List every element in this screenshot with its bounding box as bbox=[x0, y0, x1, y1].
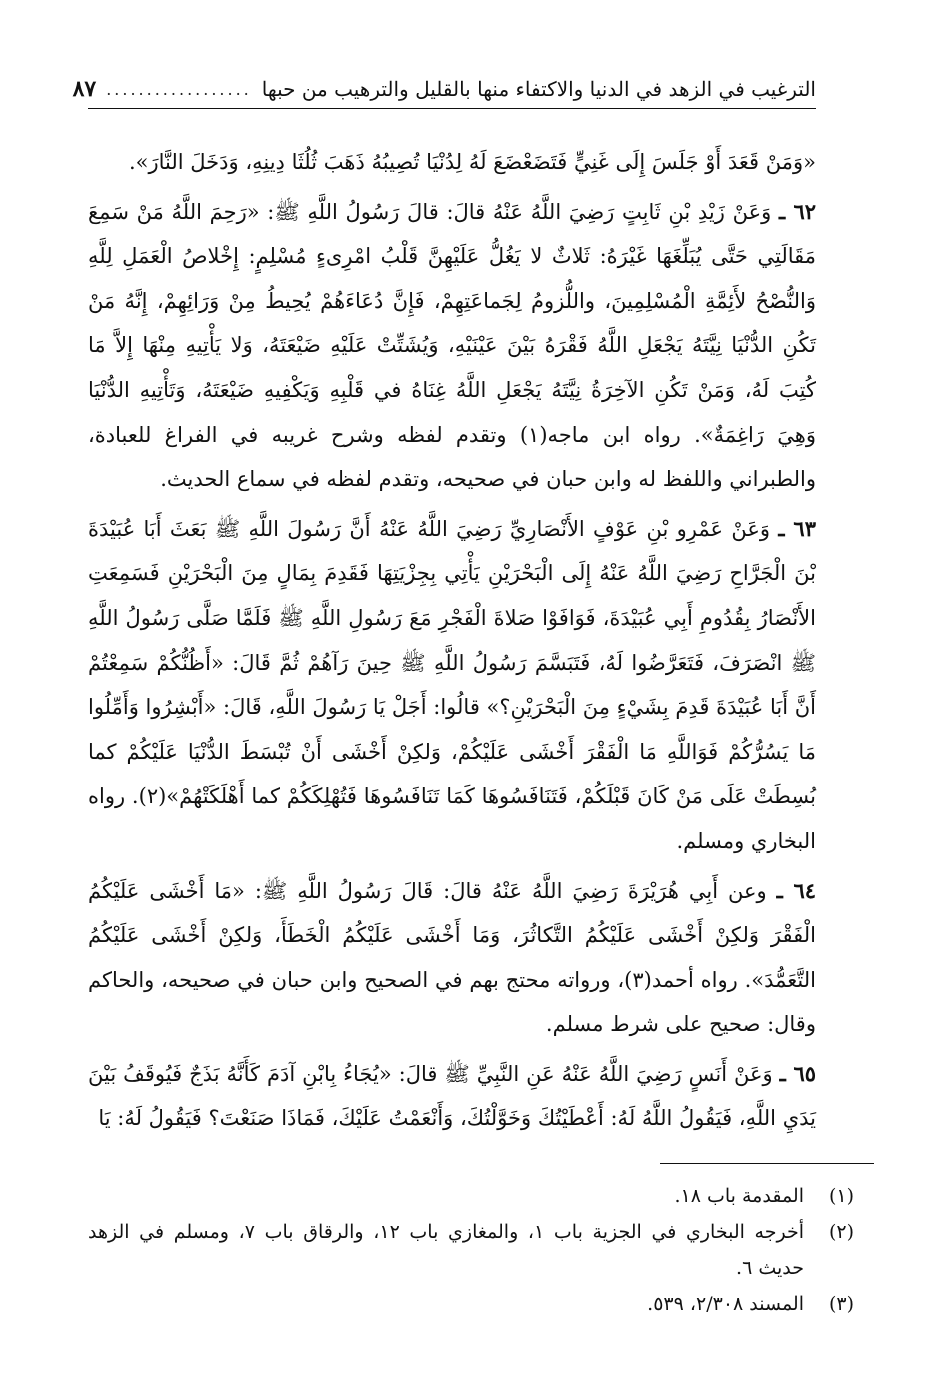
header-leader-dots: .................. bbox=[106, 79, 252, 99]
footnote-divider bbox=[660, 1163, 874, 1164]
footnote-number: (٣) bbox=[828, 1293, 854, 1315]
footnote-3 bbox=[88, 1286, 854, 1322]
footnote-1 bbox=[88, 1178, 854, 1214]
footnote-number: (١) bbox=[828, 1185, 854, 1207]
footnote-2 bbox=[88, 1214, 854, 1286]
hadith-number: ٦٥ ـ bbox=[779, 1060, 816, 1086]
paragraph-text: «وَمَنْ قَعَدَ أَوْ جَلَسَ إِلَى غَنِيٍّ فَتَضَعْضَعَ لَهُ لِدُنْيَا تُصِيبُهُ ذَهَبَ ثُلُثَا دِينِهِ، وَدَخَلَ النَّارَ». bbox=[128, 150, 816, 174]
hadith-62 bbox=[88, 190, 816, 502]
hadith-65 bbox=[88, 1052, 816, 1141]
paragraph-text: وَعَنْ عَمْرِو بْنِ عَوْفٍ الأَنْصَارِيِّ رَضِيَ اللَّهُ عَنْهُ أَنَّ رَسُولَ اللَّهِ ﷺ بَعَثَ أَبَا عُبَيْدَةَ بْنَ الْجَرَّاحِ رَضِيَ اللَّهُ عَنْهُ إِلَى الْبَحْرَيْنِ يَأْتِي بِجِزْيَتِهَا فَقَدِمَ بِمَالٍ مِنَ الْبَحْرَيْنِ فَسَمِعَتِ الأَنْصَارُ بِقُدُومِ أَبِي عُبَيْدَةَ، فَوَافَوْا صَلاةَ الْفَجْرِ مَعَ رَسُولِ اللَّهِ ﷺ فَلَمَّا صَلَّى رَسُولُ اللَّهِ ﷺ انْصَرَفَ، فَتَعَرَّضُوا لَهُ، فَتَبَسَّمَ رَسُولُ اللَّهِ ﷺ حِينَ رَآهُمْ ثُمَّ قَالَ: «أَظُنُّكُمْ سَمِعْتُمْ أَنَّ أَبَا عُبَيْدَةَ قَدِمَ بِشَيْءٍ مِنَ الْبَحْرَيْنِ؟» قالُوا: أَجَلْ يَا رَسُولَ اللَّهِ، قَالَ: «أَبْشِرُوا وَأَمِّلُوا مَا يَسُرُّكُمْ فَوَاللَّهِ مَا الْفَقْرَ أَخْشَى عَلَيْكُمْ، وَلكِنْ أَخْشَى أَنْ تُبْسَطَ الدُّنْيَا عَلَيْكُمْ كما بُسِطَتْ عَلَى مَنْ كَانَ قَبْلَكُمْ، فَتَنَافَسُوهَا كَمَا تَنَافَسُوهَا فَتُهْلِكَكُمْ كما أَهْلَكَتْهُمْ»(٢). رواه البخاري ومسلم. bbox=[88, 516, 816, 853]
hadith-64 bbox=[88, 869, 816, 1047]
hadith-number: ٦٣ ـ bbox=[778, 515, 816, 541]
running-header bbox=[72, 70, 816, 109]
paragraph-text: وَعَنْ زَيْدِ بْنِ ثَابِتٍ رَضِيَ اللَّهُ عَنْهُ قالَ: قالَ رَسُولُ اللَّهِ ﷺ: «رَحِمَ اللَّهُ مَنْ سَمِعَ مَقَالَتِي حَتَّى يُبَلِّغَهَا غَيْرَهُ: ثَلاثٌ لا يَغُلُّ عَلَيْهِنَّ قَلْبُ امْرِىءٍ مُسْلِمٍ: إِخْلاصُ الْعَمَلِ لِلَّهِ وَالنُّصْحُ لأَئِمَّةِ الْمُسْلِمِينَ، واللُّزومُ لِجَماعَتِهِمْ، فَإِنَّ دُعَاءَهُمْ يُحِيطُ مِنْ وَرَائِهِمْ، إِنَّهُ مَنْ تَكُنِ الدُّنْيَا نِيَّتَهُ يَجْعَلِ اللَّهُ فَقْرَهُ بَيْنَ عَيْنَيْهِ، وَيُشَتِّتْ عَلَيْهِ ضَيْعَتَهُ، وَلا يَأْتِيهِ مِنْهَا إِلاَّ مَا كُتِبَ لَهُ، وَمَنْ تَكُنِ الآخِرَةُ نِيَّتَهُ يَجْعَلِ اللَّهُ غِنَاهُ في قَلْبِهِ وَيَكْفِيهِ ضَيْعَتَهُ، وَتَأْتِيهِ الدُّنْيَا وَهِيَ رَاغِمَةٌ». رواه ابن ماجه(١) وتقدم لفظه وشرح غريبه في الفراغ للعبادة، والطبراني واللفظ له وابن حبان في صحيحه، وتقدم لفظه في سماع الحديث. bbox=[88, 199, 816, 492]
paragraph-continuation bbox=[88, 140, 816, 185]
footnote-text: أخرجه البخاري في الجزية باب ١، والمغازي باب ١٢، والرقاق باب ٧، ومسلم في الزهد حديث ٦. bbox=[88, 1221, 804, 1279]
footnotes bbox=[88, 1178, 854, 1322]
paragraph-text: وعن أَبِي هُرَيْرَةَ رَضِيَ اللَّهُ عَنْهُ قالَ: قَالَ رَسُولُ اللَّهِ ﷺ: «مَا أَخْشَى عَلَيْكُمُ الْفَقْرَ وَلكِنْ أَخْشَى عَلَيْكُمُ التَّكاثُرَ، وَمَا أَخْشَى عَلَيْكُمُ الْخَطَأَ، وَلكِنْ أَخْشَى عَلَيْكُمُ التَّعَمُّدَ». رواه أحمد(٣)، ورواته محتج بهم في الصحيح وابن حبان في صحيحه، والحاكم وقال: صحيح على شرط مسلم. bbox=[88, 878, 816, 1037]
hadith-number: ٦٢ ـ bbox=[778, 198, 816, 224]
paragraph-text: وَعَنْ أَنَسٍ رَضِيَ اللَّهُ عَنْهُ عَنِ النَّبِيِّ ﷺ قالَ: «يُجَاءُ بِابْنِ آدَمَ كَأَنَّهُ بَذَجٌ فَيُوقَفُ بَيْنَ يَدَيِ اللَّهِ، فَيَقُولُ اللَّهُ لَهُ: أَعْطَيْتُكَ وَخَوَّلْتُكَ، وَأَنْعَمْتُ عَلَيْكَ، فَمَاذَا صَنَعْتَ؟ فَيَقُولُ لَهُ: يَا bbox=[88, 1061, 816, 1131]
footnote-text: المقدمة باب ١٨. bbox=[674, 1185, 804, 1207]
header-title: الترغيب في الزهد في الدنيا والاكتفاء منها بالقليل والترهيب من حبها bbox=[261, 77, 816, 101]
main-text bbox=[88, 140, 816, 1146]
footnote-number: (٢) bbox=[828, 1221, 854, 1243]
footnote-text: المسند ٢/٣٠٨، ٥٣٩. bbox=[647, 1293, 804, 1315]
hadith-63 bbox=[88, 507, 816, 864]
page-number: ٨٧ bbox=[72, 76, 97, 102]
hadith-number: ٦٤ ـ bbox=[776, 877, 816, 903]
